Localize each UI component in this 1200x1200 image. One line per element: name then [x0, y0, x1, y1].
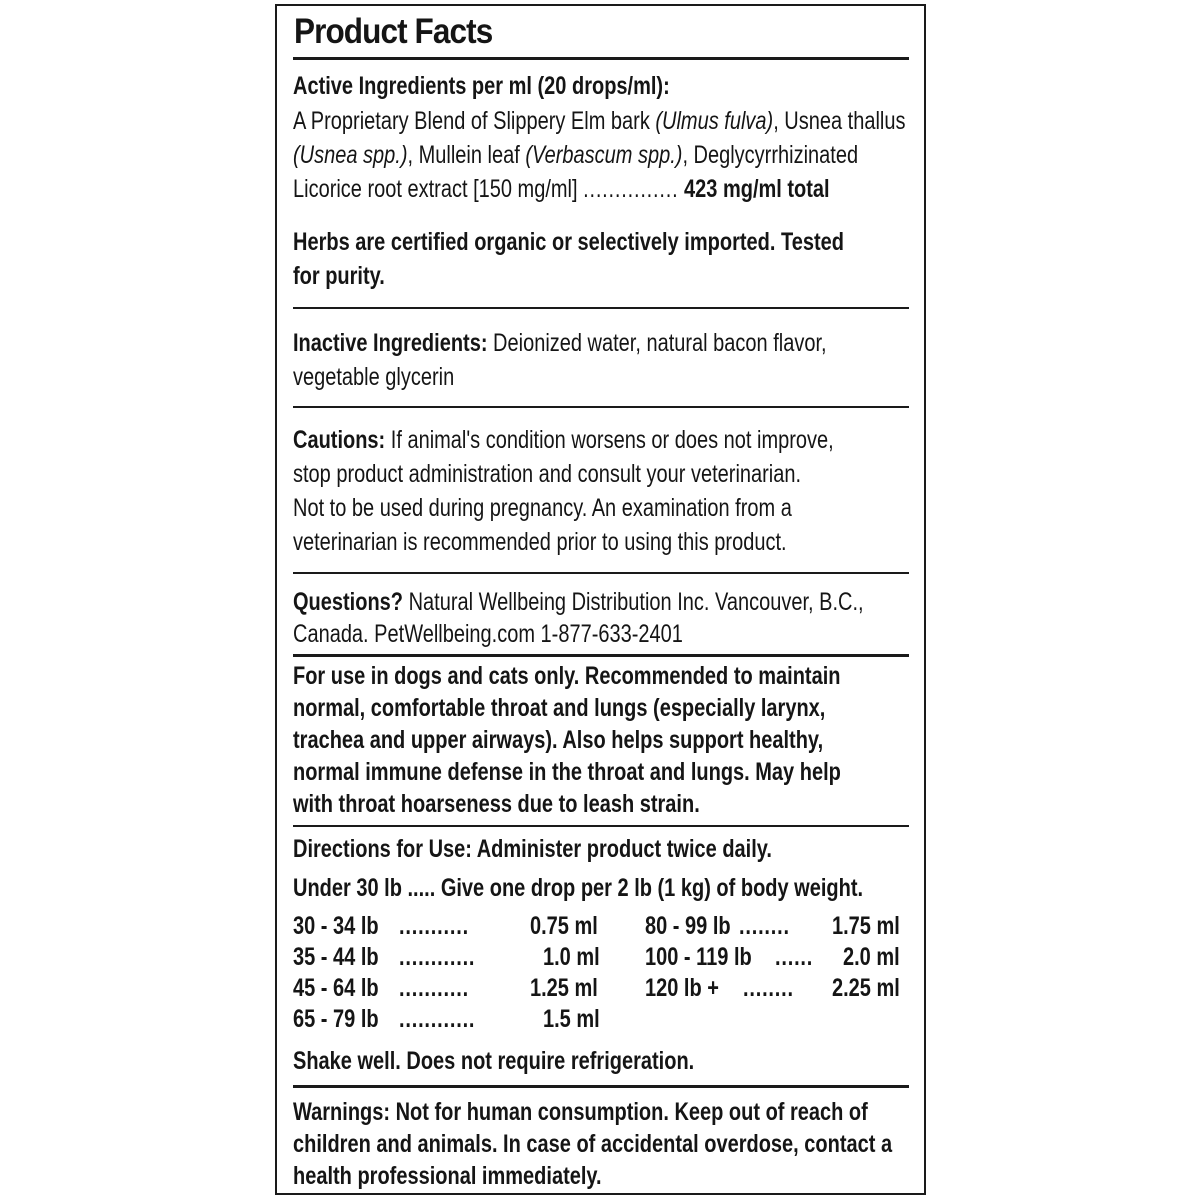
- herbs-note-line-1: Herbs are certified organic or selectively imported. Tested: [293, 228, 844, 256]
- dose-weight: 30 - 34 lb: [293, 912, 379, 940]
- dose-weight: 80 - 99 lb: [645, 912, 731, 940]
- warnings-line-3: health professional immediately.: [293, 1162, 602, 1190]
- use-line-4: normal immune defense in the throat and lungs. May help: [293, 758, 841, 786]
- warnings-line-1: Warnings: Not for human consumption. Keep out of reach of: [293, 1098, 868, 1126]
- directions-under-30: Under 30 lb ..... Give one drop per 2 lb (1 kg) of body weight.: [293, 874, 864, 902]
- dose-dots: ...........: [399, 974, 469, 1002]
- herbs-note-line-2: for purity.: [293, 262, 385, 290]
- page-title: Product Facts: [294, 12, 493, 51]
- dose-weight: 65 - 79 lb: [293, 1005, 379, 1033]
- use-line-3: trachea and upper airways). Also helps support healthy,: [293, 726, 824, 754]
- dose-amount: 2.25 ml: [832, 974, 900, 1002]
- cautions-line-2: stop product administration and consult your veterinarian.: [293, 460, 802, 488]
- dose-dots: ......: [775, 943, 814, 971]
- active-ingredients-heading: Active Ingredients per ml (20 drops/ml):: [293, 72, 670, 100]
- divider: [293, 825, 909, 827]
- cautions-line-3: Not to be used during pregnancy. An examination from a: [293, 494, 792, 522]
- warnings-line-2: children and animals. In case of accidental overdose, contact a: [293, 1130, 893, 1158]
- dose-weight: 35 - 44 lb: [293, 943, 379, 971]
- divider: [293, 1085, 909, 1088]
- dose-amount: 1.25 ml: [530, 974, 598, 1002]
- dose-amount: 2.0 ml: [843, 943, 900, 971]
- dose-weight: 100 - 119 lb: [645, 943, 752, 971]
- questions-line-2: Canada. PetWellbeing.com 1-877-633-2401: [293, 620, 683, 648]
- use-line-1: For use in dogs and cats only. Recommended to maintain: [293, 662, 841, 690]
- dose-amount: 1.0 ml: [543, 943, 600, 971]
- divider: [293, 406, 909, 408]
- active-ingredients-line-3: Licorice root extract [150 mg/ml] ............... 423 mg/ml total: [293, 175, 830, 203]
- total-amount: 423 mg/ml total: [678, 175, 830, 203]
- use-line-5: with throat hoarseness due to leash strain.: [293, 790, 700, 818]
- dose-dots: ........: [743, 974, 794, 1002]
- active-ingredients-line-1: A Proprietary Blend of Slippery Elm bark (Ulmus fulva), Usnea thallus: [293, 107, 906, 135]
- storage-note: Shake well. Does not require refrigeration.: [293, 1047, 695, 1075]
- dose-weight: 120 lb +: [645, 974, 719, 1002]
- dose-dots: ............: [399, 943, 476, 971]
- divider: [293, 57, 909, 60]
- dose-dots: ...........: [399, 912, 469, 940]
- active-ingredients-line-2: (Usnea spp.), Mullein leaf (Verbascum spp.), Deglycyrrhizinated: [293, 141, 859, 169]
- divider: [293, 307, 909, 309]
- directions-heading: Directions for Use: Administer product twice daily.: [293, 835, 772, 863]
- use-line-2: normal, comfortable throat and lungs (especially larynx,: [293, 694, 826, 722]
- dose-amount: 1.75 ml: [832, 912, 900, 940]
- questions-line-1: Questions? Natural Wellbeing Distribution Inc. Vancouver, B.C.,: [293, 588, 864, 616]
- cautions-line-4: veterinarian is recommended prior to using this product.: [293, 528, 787, 556]
- cautions-line-1: Cautions: If animal's condition worsens or does not improve,: [293, 426, 834, 454]
- divider: [293, 654, 909, 657]
- dose-dots: ............: [399, 1005, 476, 1033]
- divider: [293, 572, 909, 574]
- inactive-ingredients-line-2: vegetable glycerin: [293, 363, 455, 391]
- dose-dots: ........: [739, 912, 790, 940]
- dose-amount: 1.5 ml: [543, 1005, 600, 1033]
- inactive-ingredients-line-1: Inactive Ingredients: Deionized water, natural bacon flavor,: [293, 329, 827, 357]
- dose-amount: 0.75 ml: [530, 912, 598, 940]
- dose-weight: 45 - 64 lb: [293, 974, 379, 1002]
- product-facts-panel: [275, 4, 926, 1195]
